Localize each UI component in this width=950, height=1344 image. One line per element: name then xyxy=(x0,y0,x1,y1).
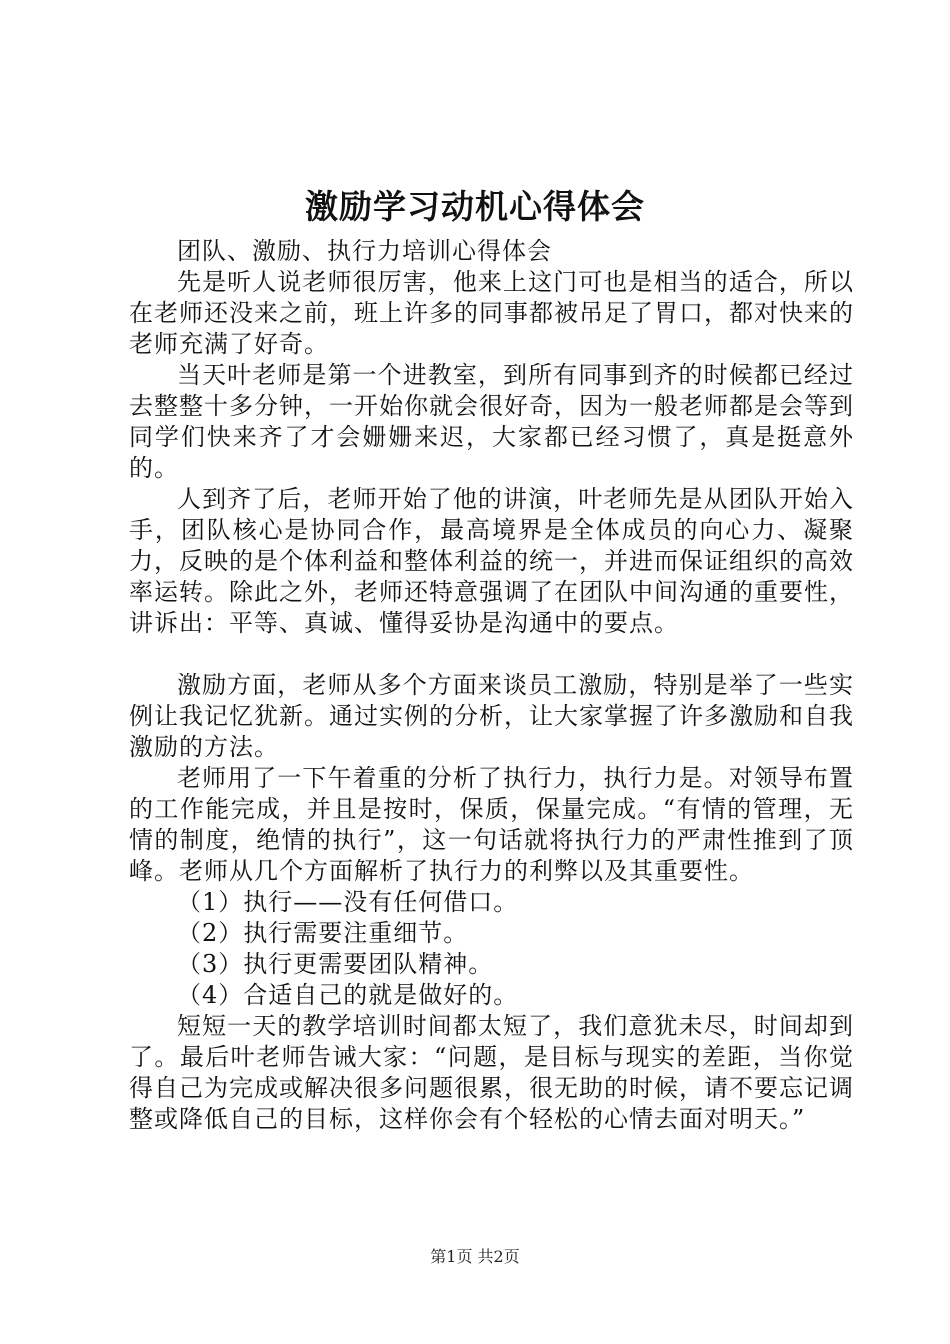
paragraph-5: 老师用了一下午着重的分析了执行力，执行力是。对领导布置的工作能完成，并且是按时，保质，保量完成。“有情的管理，无情的制度，绝情的执行”，这一句话就将执行力的严肃性推到了顶峰。老师从几个方面解析了执行力的利弊以及其重要性。 xyxy=(129,764,854,885)
paragraph-4: 激励方面，老师从多个方面来谈员工激励，特别是举了一些实例让我记忆犹新。通过实例的分析，让大家掌握了许多激励和自我激励的方法。 xyxy=(129,671,854,761)
list-item-4: （4）合适自己的就是做好的。 xyxy=(177,981,519,1009)
paragraph-3: 人到齐了后，老师开始了他的讲演，叶老师先是从团队开始入手，团队核心是协同合作，最高境界是全体成员的向心力、凝聚力，反映的是个体利益和整体利益的统一，并进而保证组织的高效率运转。除此之外，老师还特意强调了在团队中间沟通的重要性，讲诉出：平等、真诚、懂得妥协是沟通中的要点。 xyxy=(129,485,854,637)
subtitle-paragraph: 团队、激励、执行力培训心得体会 xyxy=(177,237,552,265)
list-item-1: （1）执行——没有任何借口。 xyxy=(177,888,519,916)
paragraph-spacer xyxy=(129,639,854,670)
list-item-2: （2）执行需要注重细节。 xyxy=(177,919,469,947)
paragraph-2: 当天叶老师是第一个进教室，到所有同事到齐的时候都已经过去整整十多分钟，一开始你就会很好奇，因为一般老师都是会等到同学们快来齐了才会姗姗来迟，大家都已经习惯了，真是挺意外的。 xyxy=(129,361,854,482)
page-footer: 第1页 共2页 xyxy=(430,1247,520,1266)
paragraph-1: 先是听人说老师很厉害，他来上这门可也是相当的适合，所以在老师还没来之前，班上许多的同事都被吊足了胃口，都对快来的老师充满了好奇。 xyxy=(129,268,854,358)
closing-paragraph: 短短一天的教学培训时间都太短了，我们意犹未尽，时间却到了。最后叶老师告诫大家：“问题，是目标与现实的差距，当你觉得自己为完成或解决很多问题很累，很无助的时候，请不要忘记调整或降低自己的目标，这样你会有个轻松的心情去面对明天。” xyxy=(129,1012,854,1133)
list-item-3: （3）执行更需要团队精神。 xyxy=(177,950,494,978)
document-title: 激励学习动机心得体会 xyxy=(305,187,645,226)
document-body xyxy=(129,236,854,1135)
